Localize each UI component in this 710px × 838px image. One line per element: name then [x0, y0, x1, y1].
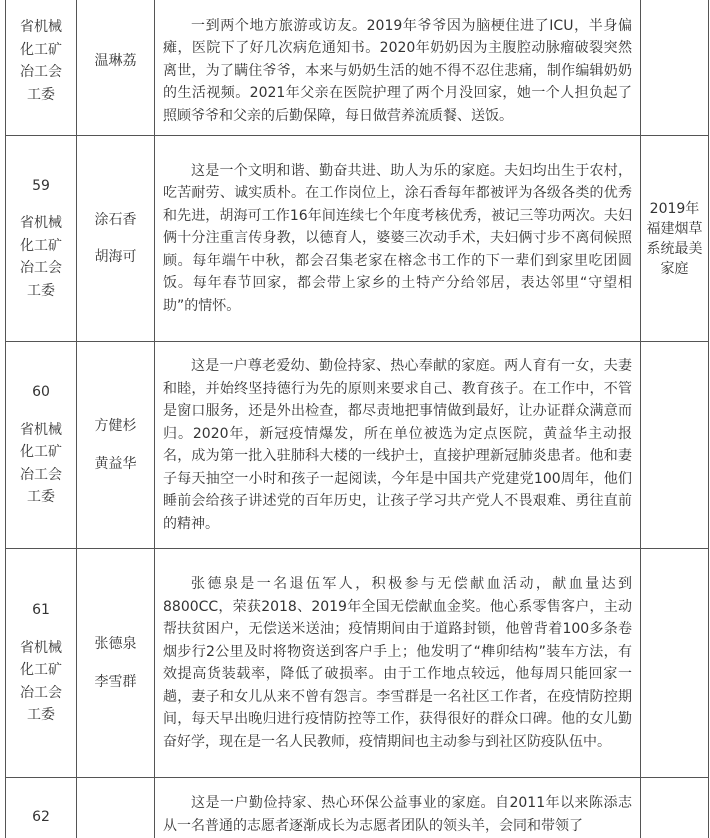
honor-cell — [641, 778, 709, 838]
member-name: 黄益华 — [94, 455, 137, 472]
member-name: 方健杉 — [94, 418, 137, 434]
honor-cell — [641, 549, 709, 778]
unit-cell — [6, 0, 77, 136]
member-name: 温琳荔 — [94, 52, 137, 69]
names-cell — [77, 778, 155, 838]
unit-cell — [6, 136, 77, 342]
row-number: 59 — [32, 177, 50, 194]
organization-name: 省机械化工矿冶工会工委 — [20, 421, 62, 506]
family-list-table — [5, 0, 709, 838]
unit-cell — [6, 549, 77, 778]
names-cell — [77, 342, 155, 549]
row-number: 60 — [32, 384, 50, 401]
names-cell — [77, 0, 155, 136]
table-row — [6, 778, 709, 838]
honor-cell — [641, 342, 709, 549]
unit-cell — [6, 778, 77, 838]
names-cell — [77, 549, 155, 778]
description-cell: 一到两个地方旅游或访友。2019年爷爷因为脑梗住进了ICU，半身偏瘫，医院下了好几次病危通知书。2020年奶奶因为主腹腔动脉瘤破裂突然离世，为了瞒住爷爷，本来与奶奶生活的她不得不忍住悲痛，制作编辑奶奶的生活视频。2021年父亲在医院护理了两个月没回家，她一个人担负起了照顾爷爷和父亲的后勤保障，每日做营养流质餐、送饭。 — [155, 0, 641, 136]
organization-name: 省机械化工矿冶工会工委 — [20, 19, 62, 103]
honor-cell — [641, 0, 709, 136]
names-cell — [77, 136, 155, 342]
member-name: 胡海可 — [94, 249, 137, 265]
table-row — [6, 342, 709, 549]
table-row — [6, 136, 709, 342]
unit-cell — [6, 342, 77, 549]
member-name: 李雪群 — [94, 673, 137, 690]
table-row — [6, 0, 709, 136]
row-number: 62 — [32, 809, 50, 825]
description-cell: 这是一户尊老爱幼、勤俭持家、热心奉献的家庭。两人育有一女，夫妻和睦，并始终坚持德行为先的原则来要求自己、教育孩子。在工作中，不管是窗口服务，还是外出检查，都尽责地把事情做到最好，让办证群众满意而归。2020年，新冠疫情爆发，所在单位被选为定点医院，黄益华主动报名，成为第一批入驻肺科大楼的一线护士，直接护理新冠肺炎患者。他和妻子每天抽空一小时和孩子一起阅读，今年是中国共产党建党100周年，他们睡前会给孩子讲述党的百年历史，让孩子学习共产党人不畏艰难、勇往直前的精神。 — [155, 342, 641, 549]
member-name: 涂石香 — [94, 211, 137, 228]
description-cell: 这是一户勤俭持家、热心环保公益事业的家庭。自2011年以来陈添志从一名普通的志愿者逐渐成长为志愿者团队的领头羊，会同和带领了 — [155, 778, 641, 838]
description-cell: 张德泉是一名退伍军人，积极参与无偿献血活动，献血量达到8800CC，荣获2018、2019年全国无偿献血金奖。他心系零售客户，主动帮扶贫困户，无偿送米送油；疫情期间由于道路封锁，他曾背着100多条卷烟步行2公里及时将物资送到客户手上；他发明了“榫卯结构”装车方法，有效提高货装载率，降低了破损率。由于工作地点较远，他每周只能回家一趟，妻子和女儿从来不曾有怨言。李雪群是一名社区工作者，在疫情防控期间，每天早出晚归进行疫情防控等工作，获得很好的群众口碑。他的女儿勤奋好学，现在是一名人民教师，疫情期间也主动参与到社区防疫队伍中。 — [155, 549, 641, 778]
member-name: 张德泉 — [94, 636, 137, 652]
organization-name: 省机械化工矿冶工会工委 — [20, 215, 62, 299]
table-row — [6, 549, 709, 778]
honor-text: 2019年福建烟草系统最美家庭 — [646, 200, 703, 277]
organization-name: 省机械化工矿冶工会工委 — [20, 639, 62, 724]
row-number: 61 — [32, 602, 50, 619]
honor-cell — [641, 136, 709, 342]
description-cell: 这是一个文明和谐、勤奋共进、助人为乐的家庭。夫妇均出生于农村，吃苦耐劳、诚实质朴。在工作岗位上，涂石香每年都被评为各级各类的优秀和先进，胡海可工作16年间连续七个年度考核优秀，被记三等功两次。夫妇俩十分注重言传身教，以德育人，婆婆三次动手术，夫妇俩寸步不离伺候照顾。每年端午中秋，都会召集老家在榕念书工作的下一辈们到家里吃团圆饭。每年春节回家，都会带上家乡的土特产分给邻居，表达邻里“守望相助”的情怀。 — [155, 136, 641, 342]
